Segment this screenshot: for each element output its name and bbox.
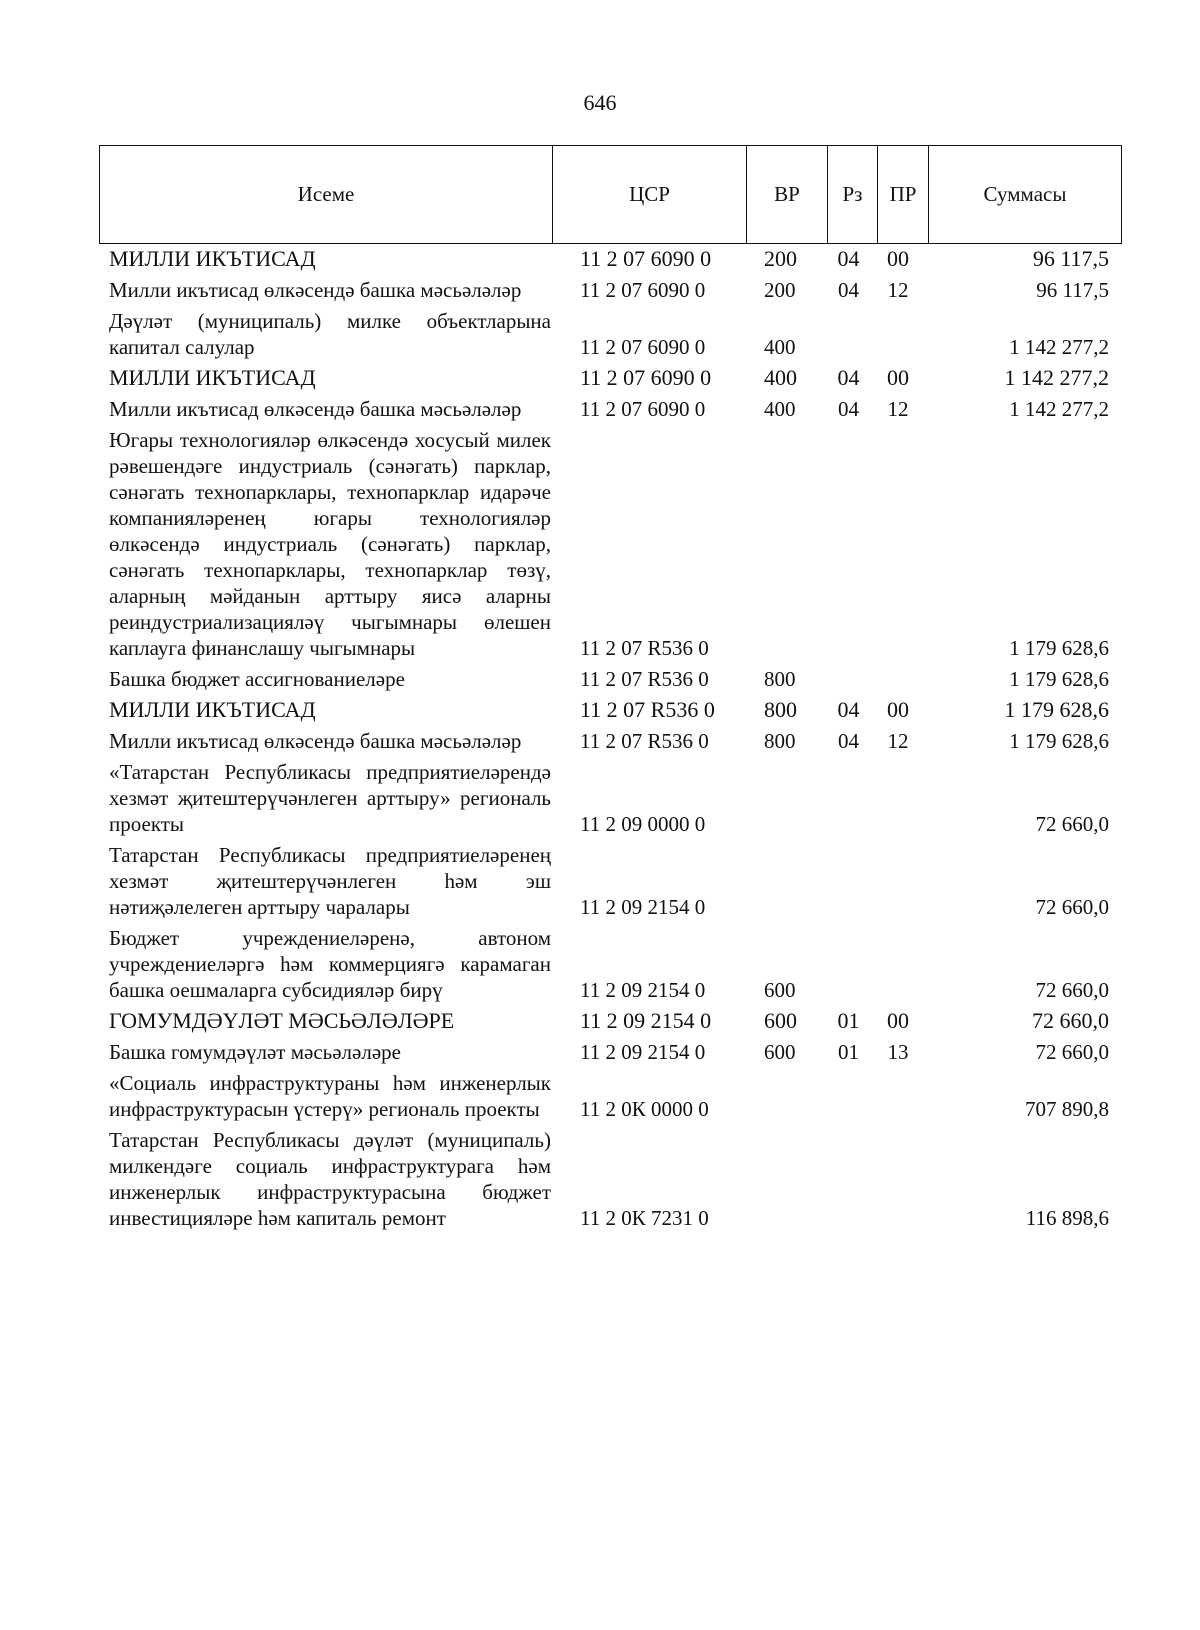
row-pr: 12 — [887, 729, 909, 753]
row-name: Башка бюджет ассигнованиеләре — [109, 667, 405, 691]
row-vr: 200 — [764, 278, 796, 302]
row-name: «Социаль инфраструктураны һәм инженерлык инфраструктурасын үстерү» региональ проекты — [109, 1071, 551, 1121]
row-name: Башка гомумдәүләт мәсьәләләре — [109, 1040, 401, 1064]
table-row — [99, 308, 1115, 360]
table-row — [99, 697, 1115, 723]
row-sum: 72 660,0 — [1032, 1008, 1109, 1033]
row-vr: 400 — [764, 365, 797, 390]
row-name: Дәүләт (муниципаль) милке объектларына капитал салулар — [109, 309, 551, 359]
row-vr: 800 — [764, 667, 796, 691]
header-rz: Рз — [828, 146, 878, 244]
row-csr: 11 2 09 0000 0 — [580, 812, 706, 836]
row-csr: 11 2 07 6090 0 — [580, 397, 706, 421]
row-pr: 00 — [887, 246, 909, 271]
row-sum: 1 179 628,6 — [1009, 636, 1109, 660]
row-pr: 00 — [887, 365, 909, 390]
row-vr: 600 — [764, 1040, 796, 1064]
row-sum: 116 898,6 — [1025, 1206, 1109, 1230]
table-row — [99, 427, 1115, 661]
row-csr: 11 2 07 6090 0 — [580, 278, 706, 302]
row-sum: 72 660,0 — [1035, 812, 1109, 836]
row-sum: 1 179 628,6 — [1009, 667, 1109, 691]
row-vr: 400 — [764, 397, 796, 421]
header-name: Исеме — [100, 146, 553, 244]
row-csr: 11 2 0К 0000 0 — [580, 1097, 709, 1121]
row-sum: 1 142 277,2 — [1009, 335, 1109, 359]
row-vr: 600 — [764, 978, 796, 1002]
row-csr: 11 2 07 6090 0 — [580, 365, 712, 390]
row-name: Татарстан Республикасы предприятиеләренең хезмәт җитештерүчәнлеген һәм эш нәтиҗәлелеген арттыру чаралары — [109, 843, 551, 919]
table-row — [99, 1008, 1115, 1034]
row-pr: 13 — [887, 1040, 909, 1064]
row-sum: 96 117,5 — [1036, 278, 1109, 302]
row-csr: 11 2 09 2154 0 — [580, 1008, 712, 1033]
row-sum: 707 890,8 — [1025, 1097, 1109, 1121]
row-rz: 04 — [838, 729, 859, 753]
row-rz: 01 — [838, 1040, 859, 1064]
row-pr: 12 — [887, 278, 909, 302]
row-name: Бюджет учреждениеләренә, автоном учреждениеләргә һәм коммерциягә карамаган башка оешмаларга субсидияләр бирү — [109, 926, 551, 1002]
row-name: МИЛЛИ ИКЪТИСАД — [109, 697, 316, 722]
row-sum: 72 660,0 — [1035, 1040, 1109, 1064]
row-vr: 400 — [764, 335, 796, 359]
row-vr: 800 — [764, 729, 796, 753]
row-rz: 01 — [837, 1008, 860, 1033]
table-row — [99, 842, 1115, 920]
table-header — [99, 145, 1122, 244]
row-sum: 72 660,0 — [1035, 978, 1109, 1002]
row-vr: 200 — [764, 246, 797, 271]
table-row — [99, 925, 1115, 1003]
row-csr: 11 2 07 R536 0 — [580, 667, 709, 691]
row-name: Милли икътисад өлкәсендә башка мәсьәләләр — [109, 729, 522, 753]
row-pr: 00 — [887, 1008, 909, 1033]
table-row — [99, 1127, 1115, 1231]
table-row — [99, 759, 1115, 837]
header-pr: ПР — [878, 146, 929, 244]
row-csr: 11 2 09 2154 0 — [580, 1040, 706, 1064]
row-csr: 11 2 07 R536 0 — [580, 697, 715, 722]
row-csr: 11 2 09 2154 0 — [580, 978, 706, 1002]
table-row — [99, 666, 1115, 692]
row-name: ГОМУМДӘҮЛӘТ МӘСЬӘЛӘЛӘРЕ — [109, 1008, 455, 1033]
table-row — [99, 1039, 1115, 1065]
row-csr: 11 2 0К 7231 0 — [580, 1206, 709, 1230]
row-rz: 04 — [838, 278, 859, 302]
header-sum: Суммасы — [929, 146, 1122, 244]
row-name: Югары технологияләр өлкәсендә хосусый милек рәвешендәге индустриаль (сәнәгать) парклар, сәнәгать технопарклары, технопарклар идарәче компанияләренең югары технологияләр өлкәсендә индустриаль (сәнәгать) парклар, сәнәгать технопарклары, технопарклар төзү, аларның мәйданын арттыру яисә аларны реиндустриализацияләү чыгымнары өлешен каплауга финанслашу чыгымнары — [109, 428, 551, 660]
header-csr: ЦСР — [553, 146, 747, 244]
row-name: Милли икътисад өлкәсендә башка мәсьәләләр — [109, 397, 522, 421]
row-sum: 72 660,0 — [1035, 895, 1109, 919]
table-row — [99, 277, 1115, 303]
table-row — [99, 246, 1115, 272]
row-rz: 04 — [838, 397, 859, 421]
row-rz: 04 — [837, 365, 860, 390]
row-rz: 04 — [837, 697, 860, 722]
row-csr: 11 2 07 R536 0 — [580, 636, 709, 660]
row-csr: 11 2 07 R536 0 — [580, 729, 709, 753]
table-row — [99, 1070, 1115, 1122]
row-name: МИЛЛИ ИКЪТИСАД — [109, 246, 316, 271]
table-row — [99, 365, 1115, 391]
row-sum: 96 117,5 — [1032, 246, 1109, 271]
row-pr: 12 — [887, 397, 909, 421]
row-sum: 1 179 628,6 — [1004, 697, 1109, 722]
row-name: Татарстан Республикасы дәүләт (муниципаль) милкендәге социаль инфраструктурага һәм инженерлык инфраструктурасына бюджет инвестицияләре һәм капиталь ремонт — [109, 1128, 551, 1230]
header-vr: ВР — [747, 146, 828, 244]
row-pr: 00 — [887, 697, 909, 722]
row-vr: 800 — [764, 697, 797, 722]
row-name: Милли икътисад өлкәсендә башка мәсьәләләр — [109, 278, 522, 302]
row-csr: 11 2 07 6090 0 — [580, 246, 712, 271]
row-name: МИЛЛИ ИКЪТИСАД — [109, 365, 316, 390]
row-sum: 1 142 277,2 — [1009, 397, 1109, 421]
row-name: «Татарстан Республикасы предприятиеләрендә хезмәт җитештерүчәнлеген арттыру» региональ проекты — [109, 760, 551, 836]
row-vr: 600 — [764, 1008, 797, 1033]
page-number: 646 — [583, 90, 617, 115]
row-rz: 04 — [837, 246, 860, 271]
table-body — [99, 246, 1115, 1236]
row-csr: 11 2 09 2154 0 — [580, 895, 706, 919]
table-row — [99, 396, 1115, 422]
table-row — [99, 728, 1115, 754]
row-csr: 11 2 07 6090 0 — [580, 335, 706, 359]
row-sum: 1 142 277,2 — [1004, 365, 1109, 390]
row-sum: 1 179 628,6 — [1009, 729, 1109, 753]
